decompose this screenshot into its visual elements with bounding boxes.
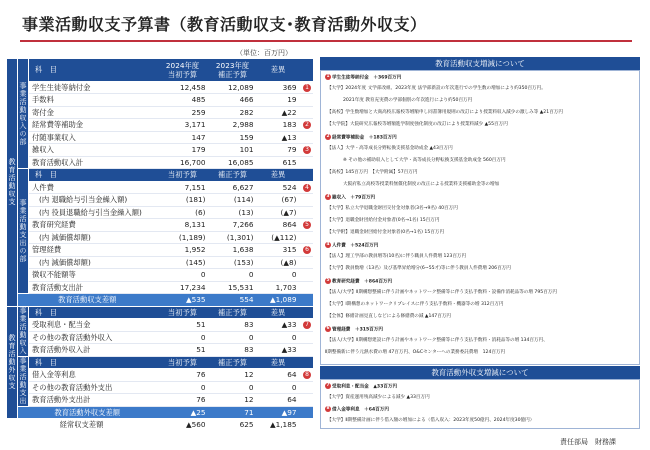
- row-label: 学生生徒等納付金: [29, 81, 157, 94]
- row-label: 教育活動外収入計: [29, 344, 157, 357]
- cell: 7,151: [157, 181, 209, 194]
- cell: 6,627: [209, 181, 257, 194]
- marker-cell: [300, 381, 313, 394]
- col-item: 科 目: [29, 169, 157, 182]
- marker-2-icon: 2: [303, 121, 311, 129]
- cell: 259: [157, 106, 209, 119]
- cell: 2,988: [209, 119, 257, 132]
- section-non-edu: 教育活動外収支: [7, 306, 18, 419]
- marker-cell: [300, 144, 313, 157]
- cell: 0: [257, 269, 300, 282]
- table-row: [7, 106, 313, 119]
- table-row: [7, 344, 313, 357]
- table-row: [7, 331, 313, 344]
- explanation-text: 【大学】Ⅰ期構想のネットワークリプレイスに伴う支払手数料・機器等の増 312百万円: [327, 302, 504, 307]
- table-row: [7, 181, 313, 194]
- header-row: [7, 306, 313, 319]
- row-label: その他の教育活動外支出: [29, 381, 157, 394]
- marker-4-icon: 4: [326, 242, 330, 247]
- explanation-text: 【大学院】大院研究広報校等増額進学制度強化制度の改訂により授業料減少 ▲55百万円: [327, 122, 508, 127]
- marker-5-icon: 5: [303, 221, 311, 229]
- explanation-line: [327, 266, 511, 272]
- cell: 183: [257, 119, 300, 132]
- explanation-heading: [325, 326, 383, 334]
- col-diff: 差異: [257, 59, 300, 82]
- row-label: (内 減価償却額): [29, 231, 157, 244]
- explanation-text: 【大学】Ⅱ期整備計画に伴う借入額の増加による（借入収入：2023年度50億円、2024年度30億円）: [327, 417, 535, 423]
- explanation-text: 【全体】修繕計画見直しなどによる修繕費の減 ▲147百万円: [327, 314, 452, 319]
- cell: 315: [257, 244, 300, 257]
- explanation-line: [327, 314, 451, 320]
- marker-cell: [300, 331, 313, 344]
- unit-label: （単位：百万円）: [236, 49, 292, 57]
- row-label: 雑収入: [29, 144, 157, 157]
- explanation-line: [327, 302, 504, 308]
- section-non-edu-income: 事業活動収入: [19, 307, 27, 355]
- explanation-text: ※ その他の補助収入として大学・高等成長分野転換支援基金助成金 560百万円: [343, 158, 506, 163]
- explanation-heading: [325, 242, 378, 250]
- table-row: [7, 231, 313, 244]
- cell: (1,301): [209, 231, 257, 244]
- title-underline: [20, 40, 632, 42]
- cell: 0: [209, 331, 257, 344]
- marker-cell: [300, 269, 313, 282]
- row-label: 教育活動外支出計: [29, 394, 157, 407]
- explanation-text: 2021年度 教育充実費の学部個別の年次進行により約50百万円: [343, 98, 473, 103]
- header-row: [7, 169, 313, 182]
- explanation-heading: [325, 278, 392, 286]
- row-label: 寄付金: [29, 106, 157, 119]
- explanation-line: [343, 158, 506, 164]
- table-row: [7, 381, 313, 394]
- cell: 17,234: [157, 281, 209, 294]
- table-row: [7, 256, 313, 269]
- section-non-edu-expense: 事業活動支出: [19, 357, 27, 405]
- marker-cell: [300, 94, 313, 107]
- cell: 83: [209, 344, 257, 357]
- table-row: [7, 219, 313, 232]
- marker-5-icon: 5: [326, 278, 330, 283]
- marker-cell: [300, 156, 313, 169]
- cell: ▲33: [257, 319, 300, 332]
- cell: ▲1,089: [257, 294, 300, 307]
- explanation-text: 【法人】理工学部の教員増等(10名)に伴う職員人件費増 123百万円: [327, 254, 467, 259]
- col-2023: 補正予算: [209, 306, 257, 319]
- cell: 1,703: [257, 281, 300, 294]
- marker-7-icon: 7: [326, 383, 330, 388]
- cell: 147: [157, 131, 209, 144]
- cell: 615: [257, 156, 300, 169]
- cell: 51: [157, 319, 209, 332]
- cell: 864: [257, 219, 300, 232]
- cell: 51: [157, 344, 209, 357]
- row-label: 教育活動収支差額: [18, 294, 157, 307]
- explanation-line: [325, 350, 505, 356]
- section-edu-income: 事業活動収入の部: [18, 59, 29, 169]
- marker-3-icon: 3: [326, 194, 330, 199]
- marker-cell: [300, 206, 313, 219]
- cell: ▲13: [257, 131, 300, 144]
- marker-cell: [300, 81, 313, 94]
- cell: 159: [209, 131, 257, 144]
- col-diff: 差異: [257, 356, 300, 369]
- cell: (67): [257, 194, 300, 207]
- budget-table: [6, 58, 313, 431]
- row-label: 教育研究経費: [29, 219, 157, 232]
- table-row: [7, 131, 313, 144]
- marker-cell: [300, 131, 313, 144]
- cell: 76: [157, 394, 209, 407]
- marker-1-icon: 1: [303, 84, 311, 92]
- cell: ▲535: [157, 294, 209, 307]
- marker-cell: [300, 256, 313, 269]
- explanation-text: 【法人】大学・高等成長分野転換支援基金助成金 ▲43百万円: [327, 146, 453, 151]
- table-row: [7, 244, 313, 257]
- explanation-line: [327, 122, 508, 128]
- cell: 19: [257, 94, 300, 107]
- cell: (▲7): [257, 206, 300, 219]
- explanation-line: [327, 418, 534, 424]
- explanation-line: [343, 182, 499, 188]
- cell: 0: [209, 381, 257, 394]
- cell: ▲33: [257, 344, 300, 357]
- marker-cell: [300, 319, 313, 332]
- table-row: [7, 194, 313, 207]
- panel-edu-heading: 教育活動収支増減について: [320, 57, 640, 70]
- subtotal-row: [7, 406, 313, 419]
- cell: 369: [257, 81, 300, 94]
- marker-4-icon: 4: [303, 184, 311, 192]
- explanation-heading: [325, 406, 389, 414]
- cell: (153): [209, 256, 257, 269]
- cell: 12,089: [209, 81, 257, 94]
- header-row: [7, 356, 313, 369]
- subtotal-row: [7, 294, 313, 307]
- explanation-line: [327, 338, 548, 344]
- row-label: (内 減価償却額): [29, 256, 157, 269]
- marker-cell: [300, 344, 313, 357]
- cell: 1,638: [209, 244, 257, 257]
- explanation-heading: [325, 383, 397, 391]
- row-label: 借入金等利息: [29, 369, 157, 382]
- cell: 0: [157, 381, 209, 394]
- explanation-line: [327, 86, 546, 92]
- col-2023: 補正予算: [209, 169, 257, 182]
- cell: (6): [157, 206, 209, 219]
- cell: 79: [257, 144, 300, 157]
- explanation-line: [327, 254, 466, 260]
- cell: (▲112): [257, 231, 300, 244]
- table-row: [7, 394, 313, 407]
- explanation-line: [327, 290, 557, 296]
- explanation-line: [327, 170, 417, 176]
- explanation-line: [327, 218, 439, 224]
- explanation-text: 管理経費 ＋315百万円: [332, 327, 383, 333]
- marker-8-icon: 8: [303, 371, 311, 379]
- row-label: (内 退職給与引当金繰入額): [29, 194, 157, 207]
- table-row: [7, 281, 313, 294]
- col-2024: 2024年度 当初予算: [157, 59, 209, 82]
- cell: 16,085: [209, 156, 257, 169]
- explanation-line: [327, 110, 563, 116]
- row-label: 教育活動収入計: [29, 156, 157, 169]
- cell: ▲97: [257, 406, 300, 419]
- col-diff: 差異: [257, 306, 300, 319]
- cell: 16,700: [157, 156, 209, 169]
- explanation-text: 【法人/大学】Ⅱ期構想建設に伴う計画やネットワーク整備等に伴う支払手数料・消耗品等の増 134百万円、: [327, 338, 548, 343]
- row-label: 付随事業収入: [29, 131, 157, 144]
- section-edu: 教育活動収支: [7, 59, 18, 307]
- panel-edu: [320, 70, 640, 365]
- col-2023: 補正予算: [209, 356, 257, 369]
- explanation-text: 【大学】私立大学退職金財団交付金対象者(3名→9名) 40百万円: [327, 206, 458, 211]
- explanation-text: 【大学】教員数増（13名）及び基準昇給増分(6~55才)等に伴う教員人件費増 206百万円: [327, 266, 511, 271]
- cell: 3,171: [157, 119, 209, 132]
- row-label: 人件費: [29, 181, 157, 194]
- cell: 12: [209, 369, 257, 382]
- table-row: [7, 94, 313, 107]
- cell: 0: [257, 381, 300, 394]
- row-label: (内 役員退職給与引当金繰入額): [29, 206, 157, 219]
- marker-cell: [300, 231, 313, 244]
- row-label: 教育活動外収支差額: [18, 406, 157, 419]
- marker-cell: [300, 106, 313, 119]
- explanation-heading: [325, 134, 397, 142]
- explanation-line: [343, 98, 472, 104]
- marker-cell: [300, 181, 313, 194]
- cell: 64: [257, 369, 300, 382]
- explanation-heading: [325, 74, 401, 82]
- cell: 625: [239, 420, 254, 430]
- table-row: [7, 369, 313, 382]
- panel-non-edu: [320, 379, 640, 429]
- col-2024: 当初予算: [157, 356, 209, 369]
- cell: 101: [209, 144, 257, 157]
- table-row: [7, 144, 313, 157]
- cell: (1,189): [157, 231, 209, 244]
- col-item: 科 目: [29, 356, 157, 369]
- cell: 282: [209, 106, 257, 119]
- cell: 554: [209, 294, 257, 307]
- row-label: 管理経費: [29, 244, 157, 257]
- responsible-dept: 責任部局 財務課: [560, 438, 616, 446]
- cell: ▲22: [257, 106, 300, 119]
- marker-cell: [300, 281, 313, 294]
- col-2024: 当初予算: [157, 306, 209, 319]
- cell: 64: [257, 394, 300, 407]
- explanation-heading: [325, 194, 375, 202]
- explanation-line: [327, 395, 430, 401]
- table-row: [7, 206, 313, 219]
- table-row: [7, 156, 313, 169]
- cell: ▲25: [157, 406, 209, 419]
- table-row: [7, 319, 313, 332]
- marker-8-icon: 8: [326, 406, 330, 411]
- page-title: 事業活動収支予算書（教育活動収支･教育活動外収支）: [22, 15, 427, 34]
- marker-cell: [300, 119, 313, 132]
- cell: (181): [157, 194, 209, 207]
- explanation-text: 人件費 ＋524百万円: [332, 243, 379, 249]
- marker-6-icon: 6: [326, 326, 330, 331]
- marker-2-icon: 2: [326, 134, 330, 139]
- row-label: 経常費等補助金: [29, 119, 157, 132]
- marker-cell: [300, 394, 313, 407]
- section-edu-expense: 事業活動支出の部: [18, 169, 29, 294]
- explanation-text: 【法人/大学】Ⅱ期構想整備に伴う計画やネットワーク整備等に伴う支払手数料・設備作消耗品等の増 795百万円: [327, 290, 557, 295]
- cell: 15,531: [209, 281, 257, 294]
- cell: ▲1,185: [269, 420, 297, 430]
- explanation-text: 【高校】145百万円 【大学附属】57百万円: [327, 170, 418, 175]
- cell: (114): [209, 194, 257, 207]
- cell: 485: [157, 94, 209, 107]
- cell: 76: [157, 369, 209, 382]
- cell: 83: [209, 319, 257, 332]
- cell: (13): [209, 206, 257, 219]
- marker-cell: [300, 244, 313, 257]
- explanation-text: Ⅱ期整備新に伴う元熱水費の増 47百万円、O&Cセンターへの業務委託費増 124百万円: [325, 350, 506, 355]
- cell: 466: [209, 94, 257, 107]
- row-label: その他の教育活動外収入: [29, 331, 157, 344]
- explanation-line: [327, 230, 444, 236]
- marker-3-icon: 3: [303, 146, 311, 154]
- marker-cell: [300, 194, 313, 207]
- row-label: 教育活動支出計: [29, 281, 157, 294]
- marker-6-icon: 6: [303, 246, 311, 254]
- col-2024: 当初予算: [157, 169, 209, 182]
- explanation-line: [327, 206, 458, 212]
- cell: 71: [209, 406, 257, 419]
- marker-cell: [300, 219, 313, 232]
- explanation-text: 【大学附】退職金財団給付金対象者(0名→1名) 15百万円: [327, 230, 445, 235]
- cell: 12,458: [157, 81, 209, 94]
- explanation-text: 学生生徒等納付金 ＋369百万円: [332, 75, 402, 81]
- row-label: 経常収支差額: [59, 420, 104, 430]
- col-item: 科 目: [29, 59, 157, 82]
- explanation-text: 雑収入 ＋79百万円: [332, 195, 376, 201]
- table-row: [7, 81, 313, 94]
- col-2023: 2023年度 補正予算: [209, 59, 257, 82]
- cell: (▲8): [257, 256, 300, 269]
- marker-7-icon: 7: [303, 321, 311, 329]
- table-row: [7, 119, 313, 132]
- explanation-text: 教育研究経費 ＋864百万円: [332, 279, 393, 285]
- cell: 179: [157, 144, 209, 157]
- cell: 8,131: [157, 219, 209, 232]
- cell: 0: [157, 269, 209, 282]
- row-label: 徴収不能額等: [29, 269, 157, 282]
- explanation-line: [327, 146, 453, 152]
- col-item: 科 目: [29, 306, 157, 319]
- explanation-text: 【大学】退職金財団給付金対象者(0名→1名) 15百万円: [327, 218, 440, 223]
- cell: 1,952: [157, 244, 209, 257]
- explanation-text: 借入金等利息 ＋64百万円: [332, 407, 389, 413]
- explanation-text: 大阪府私立高校等授業料無償化制度の改正による授業料支援補助金等の増加: [343, 182, 500, 187]
- cell: ▲560: [185, 420, 206, 430]
- explanation-text: 【大学】資産運用残高減少による減少 ▲33百万円: [327, 394, 430, 400]
- explanation-text: 【大学】2024年度 文学部改組、2023年度 法学部新設の年次進行での学生数の増加により約350百万円。: [327, 86, 546, 91]
- cell: (145): [157, 256, 209, 269]
- header-row: [7, 59, 313, 82]
- cell: 0: [257, 331, 300, 344]
- explanation-text: 【高校】学生数増加と大商高校広報校等増額申し同書簿用規則の改訂により授業料収入減少の激しみ等 ▲21百万円: [327, 110, 563, 115]
- row-label: 手数料: [29, 94, 157, 107]
- col-diff: 差異: [257, 169, 300, 182]
- cell: 0: [209, 269, 257, 282]
- cell: 0: [157, 331, 209, 344]
- explanation-text: 受取利息・配当金 ▲33百万円: [332, 384, 398, 390]
- cell: 7,266: [209, 219, 257, 232]
- row-label: 受取利息・配当金: [29, 319, 157, 332]
- subtotal-row: [7, 419, 313, 431]
- table-row: [7, 269, 313, 282]
- marker-cell: [300, 369, 313, 382]
- panel-non-edu-heading: 教育活動外収支増減について: [320, 366, 640, 379]
- cell: 12: [209, 394, 257, 407]
- explanation-text: 経常費等補助金 ＋183百万円: [332, 135, 397, 141]
- cell: 524: [257, 181, 300, 194]
- marker-1-icon: 1: [326, 74, 330, 79]
